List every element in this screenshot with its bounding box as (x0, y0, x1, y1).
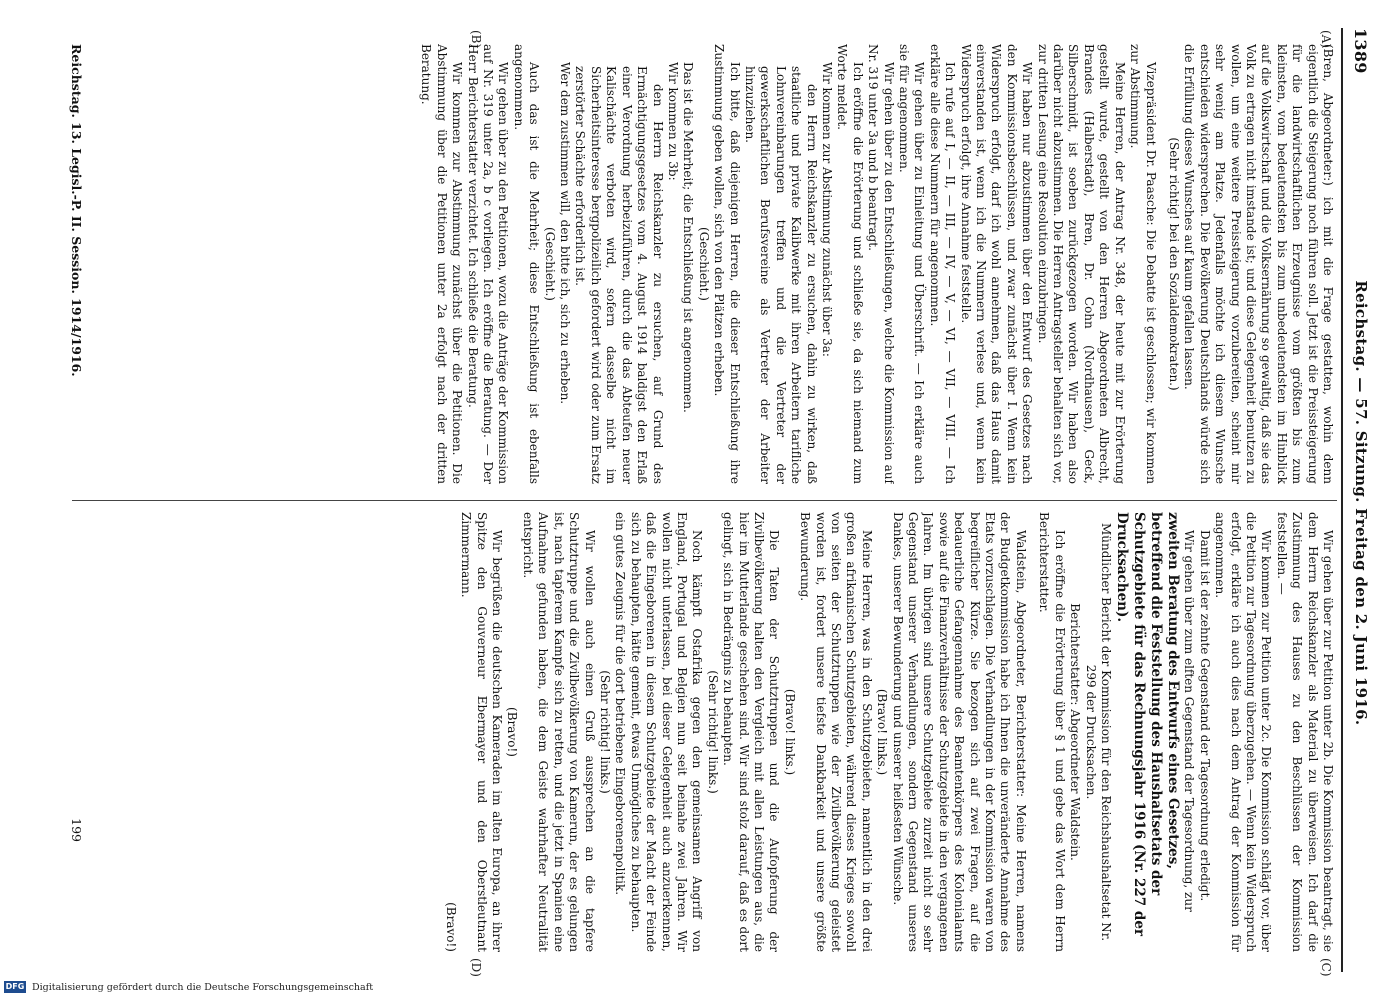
speech-paragraph: Meine Herren, was in den Schutzgebieten, namentlich in den drei großen afrikanischen Schutzgebieten, während dieses Krieges sowohl von seiten der Schutztruppen wie der Zivilbevölkerung geleistet worden ist, fordert unsere tiefste Dankbarkeit und unsere größte Bewunderung. (798, 512, 874, 952)
speech-paragraph: Wir wollen auch einen Gruß aussprechen an die tapfere Schutztruppe und die Zivilbevölkerung von Kamerun, der es gelungen ist, nach tapferem Kampfe sich zu retten, und die jetzt in Spanien eine Aufnahme gefunden haben, die dem Geiste wahrhafter Neutralität entspricht. (520, 512, 597, 952)
paragraph: (Bren, Abgeordneter:) ich mit die Frage gestatten, wohin denn eigentlich die Steigerung noch führen soll. Jetzt ist die Preissteigerung für die landwirtschaftlichen Erzeugnisse vom größten bis zum kleinsten, vom bedeutendsten bis zum unbedeutendsten im Hinblick auf die Volkswirtschaft und die Volksernährung so gewaltig, daß sie das Volk zu ertragen nicht imstande ist; und diese Gelegenheit benutzen zu wollen, um eine weitere Preissteigerung vorzubereiten, scheint mir sehr wenig am Platze. Jedenfalls möchte ich diesem Wunsche entschieden widersprechen. Die Bevölkerung Deutschlands würde sich die Erfüllung dieses Wunsches auf kaum gefallen lassen. (1182, 44, 1335, 484)
paragraph: Ich rufe auf I, — II, — III, — IV, — V, — VI, — VII, — VIII. — Ich erkläre alle diese Nummern für angenommen. (927, 44, 958, 484)
paragraph: Vizepräsident Dr. Paasche: Die Debatte ist geschlossen; wir kommen zur Abstimmung. (1128, 44, 1158, 484)
paragraph: Wir gehen über zur Petition unter 2b. Die Kommission beantragt, sie dem Herrn Reichskanzler als Material zu überweisen. Ich darf die Zustimmung des Hauses zu den Beschlüssen der Kommission feststellen. — (1274, 512, 1335, 952)
speech-paragraph: ein gutes Zeugnis für die dort betriebene Eingeborenenpolitik. (613, 512, 628, 896)
left-column (101, 44, 1335, 484)
agenda-heading: zweiten Beratung des Entwurfs eines Gesetzes, betreffend die Feststellung des Haushaltsetats der Schutzgebiete für das Rechnungsjahr 1916 (Nr. 227 der Drucksachen). (1113, 512, 1181, 937)
speech-paragraph: Wir begrüßen die deutschen Kameraden im alten Europa, an ihrer Spitze den Gouverneur Ebermayer und den Oberstleutnant Zimmermann. (459, 512, 505, 952)
applause-note: (Sehr richtig! links.) (597, 670, 612, 794)
applause-note: (Sehr richtig! bei den Sozialdemokraten.) (1166, 137, 1181, 391)
paragraph: Wir gehen über zu Einleitung und Überschrift. — Ich erkläre auch sie für angenommen. (897, 44, 927, 484)
digitization-credit (4, 978, 373, 996)
resolution-text: den Herrn Reichskanzler zu ersuchen, auf Grund des Ermächtigungsgesetzes vom 4. August 1914 baldigst den Erlaß einer Verordnung herbeizuführen, durch die das Abteufen neuer Kalischächte verboten wird, sofern dasselbe nicht im Sicherheitsinteresse bergpolizeilich gefordert wird oder zum Ersatz zerstörter Schächte erforderlich ist. (573, 66, 665, 484)
page-number: 1389 (1351, 28, 1371, 74)
page-header (1343, 28, 1379, 972)
page-header-title: Reichstag. — 57. Sitzung. Freitag den 2. Juni 1916. (1352, 280, 1370, 726)
applause-note: (Bravo!) (443, 902, 458, 952)
applause-note: (Sehr richtig! links.) (705, 670, 720, 794)
paragraph: Ich bitte, daß diejenigen Herren, die dieser Entschließung ihre Zustimmung geben wollen, sich von den Plätzen erheben. (712, 44, 742, 484)
speech-paragraph: Noch kämpft Ostafrika gegen den gemeinsamen Angriff von England, Portugal und Belgien nun seit beinahe zwei Jahren. Wir wollen nicht unterlassen, bei dieser Gelegenheit auch anzuerkennen, daß die Eingeborenen in diesem Schutzgebiete der Macht der Feinde sich zu behaupten, hätte gemeint, etwas Unmögliches zu behaupten. (628, 512, 705, 952)
applause-note: (Bravo!) (505, 707, 520, 757)
paragraph: Auch das ist die Mehrheit; diese Entschließung ist ebenfalls angenommen. (511, 44, 542, 484)
paragraph: Ich eröffne die Erörterung und schließe sie, da sich niemand zum Worte meldet. (835, 44, 865, 484)
paragraph: Wir kommen zur Abstimmung zunächst über die Petitionen. Die Abstimmung über die Petitionen unter 2a erfolgt nach der dritten Beratung. (419, 44, 465, 484)
paragraph: Wir gehen über zu den Petitionen, wozu die Anträge der Kommission auf Nr. 319 unter 2a, b c vorliegen. Ich eröffne die Beratung. — Der Herr Berichterstatter verzichtet. Ich schließe die Beratung. (465, 44, 511, 484)
margin-marker-d: (D) (469, 958, 483, 977)
paragraph: Wir gehen über zu den Entschließungen, welche die Kommission auf Nr. 319 unter 3a und b beantragt. (866, 44, 896, 484)
paragraph: Damit ist der zehnte Gegenstand der Tagesordnung erledigt. (1197, 530, 1212, 902)
procedure-note: (Geschieht.) (542, 227, 557, 301)
paragraph: Wir kommen zur Petition unter 2c. Die Kommission schlägt vor, über die Petition zur Tagesordnung überzugehen. — Wenn kein Widerspruch erfolgt, erkläre ich auch dies nach dem Antrag der Kommission für angenommen. (1213, 512, 1274, 952)
procedure-note: (Geschieht.) (696, 227, 711, 301)
header-rule (1341, 28, 1343, 972)
speech-paragraph: Die Taten der Schutztruppen und die Aufopferung der Zivilbevölkerung halten den Vergleich mit allen Leistungen aus, die hier im Mutterlande geschehen sind. Wir sind stolz darauf, daß es dort gelingt, sich in Bedrängnis zu behaupten. (721, 512, 782, 952)
dfg-logo-icon: DFG (5, 982, 25, 991)
margin-marker-b: (B) (469, 30, 483, 49)
resolution-text: den Herrn Reichskanzler zu ersuchen, dahin zu wirken, daß staatliche und private Kalibwerke mit ihren Arbeitern tarifliche Lohnvereinbarungen treffen und die Vertreter der gewerkschaftlichen Berufsvereine als Vertreter der Arbeiter hinzuziehen. (742, 66, 819, 484)
footer-source: Reichstag. 13. Legisl.-P. II. Session. 1914/1916. (69, 44, 85, 377)
credit-text: Digitalisierung gefördert durch die Deutsche Forschungsgemeinschaft (32, 981, 374, 993)
column-divider (72, 500, 1337, 501)
page-footer (67, 44, 87, 972)
paragraph: Mündlicher Bericht der Kommission für den Reichshaushaltsetat Nr. 299 der Drucksachen. (1083, 522, 1113, 942)
right-column (101, 512, 1335, 952)
paragraph: Das ist die Mehrheit; die Entschließung ist angenommen. (681, 62, 696, 413)
paragraph: Meine Herren, der Antrag Nr. 348, der heute mit zur Erörterung gestellt wurde, gestellt von den Herren Abgeordneten Albrecht, Brandes (Halberstadt), Bren, Dr. Cohn (Nordhausen), Geck, Silberschmidt, ist soeben zurückgezogen worden. Wir haben also darüber nicht abzustimmen. Die Herren Antragsteller behalten sich vor, zur dritten Lesung eine Resolution einzubringen. (1035, 44, 1127, 484)
paragraph: Wer dem zustimmen will, den bitte ich, sich zu erheben. (558, 62, 573, 405)
paragraph: Wir kommen zur Abstimmung zunächst über 3a: (820, 62, 834, 357)
paragraph: Ich eröffne die Erörterung über § 1 und gebe das Wort dem Herrn Berichterstatter. (1037, 512, 1067, 952)
margin-marker-c: (C) (1319, 958, 1333, 977)
applause-note: (Bravo! links.) (782, 688, 797, 776)
margin-marker-a: (A) (1319, 30, 1333, 49)
footer-page-number: 199 (69, 818, 85, 842)
paragraph: Wir haben nur abzustimmen über den Entwurf des Gesetzes nach den Kommissionsbeschlüssen, und zwar zunächst über I. Wenn kein Widerspruch erfolgt, darf ich wohl annehmen, daß das Haus damit einverstanden ist, wenn ich die Nummern verlese und, wenn kein Widerspruch erfolgt, ihre Annahme feststelle. (958, 44, 1035, 484)
paragraph: Wir gehen über zum elften Gegenstand der Tagesordnung, zur (1182, 530, 1197, 912)
speech-paragraph: Waldstein, Abgeordneter, Berichterstatter: Meine Herren, namens der Budgetkommission habe ich Ihnen die unveränderte Annahme des Etats vorzuschlagen. Die Verhandlungen in der Kommission waren von begreiflicher Kürze. Sie bezogen sich auf zwei Fragen, auf die bedauerliche Gefangennahme des Beamtenkörpers des Kolonialamts sowie auf die Finanzverhältnisse der Schutzgebiete in den vergangenen Jahren. Im übrigen sind unsere Schutzgebiete zurzeit nicht so sehr Gegenstand unserer Verhandlungen, sondern Gegenstand unseres Dankes, unserer Bewunderung und unserer heißesten Wünsche. (890, 512, 1028, 952)
applause-note: (Bravo! links.) (875, 688, 890, 776)
paragraph: Wir kommen zu 3b: (665, 62, 680, 181)
paragraph: Berichterstatter: Abgeordneter Waldstein. (1068, 603, 1083, 861)
